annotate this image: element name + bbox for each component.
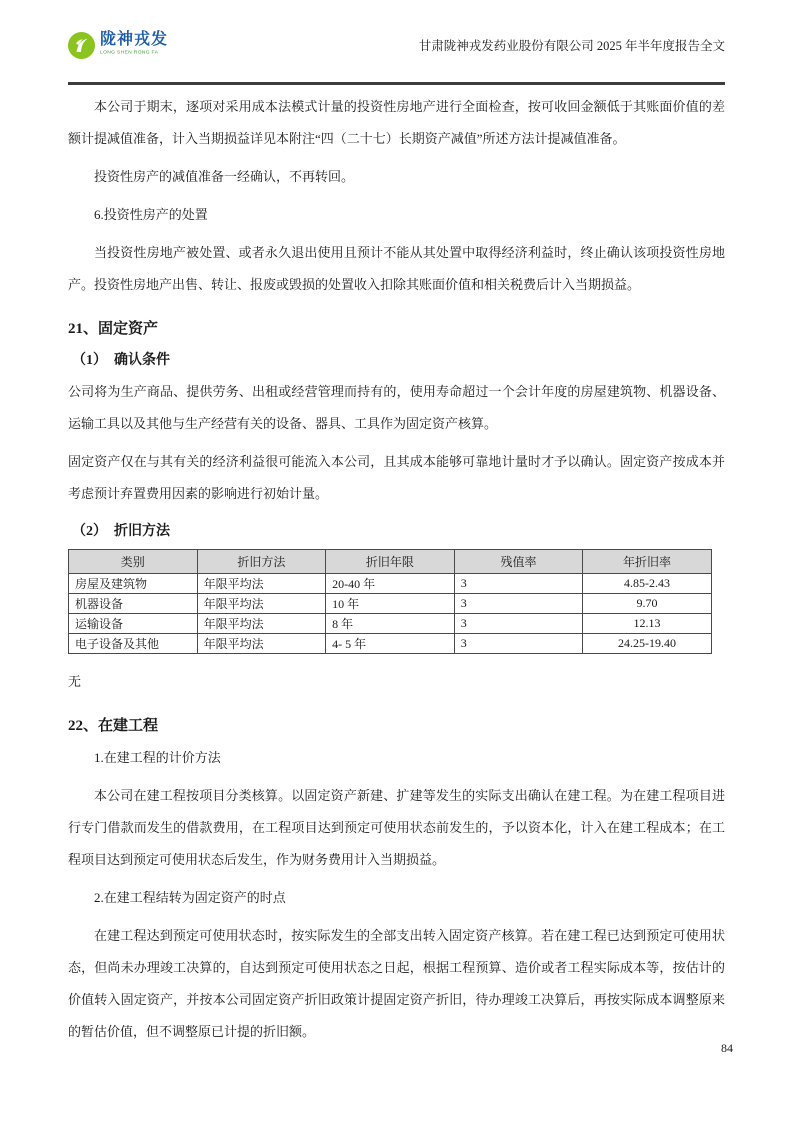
logo-name-cn: 陇神戎发 (100, 31, 169, 48)
depreciation-table-body (69, 574, 712, 654)
company-logo (68, 32, 194, 59)
table-cell: 年限平均法 (197, 574, 326, 594)
table-cell: 12.13 (583, 614, 712, 634)
depreciation-table (68, 549, 712, 654)
paragraph-cip-transfer-body: 在建工程达到预定可使用状态时，按实际发生的全部支出转入固定资产核算。若在建工程已达到预定可使用状态，但尚未办理竣工决算的，自达到预定可使用状态之日起，根据工程预算、造价或者工程实际成本等，按估计的价值转入固定资产，并按本公司固定资产折旧政策计提固定资产折旧，待办理竣工决算后，再按实际成本调整原来的暂估价值，但不调整原已计提的折旧额。 (68, 928, 725, 1039)
table-cell: 年限平均法 (197, 594, 326, 614)
column-header: 类别 (69, 550, 198, 574)
table-cell: 3 (454, 594, 583, 614)
paragraph-impairment-check: 本公司于期末，逐项对采用成本法模式计量的投资性房地产进行全面检查，按可收回金额低于其账面价值的差额计提减值准备，计入当期损益详见本附注“四（二十七）长期资产减值”所述方法计提减值准备。 (68, 99, 725, 146)
table-cell: 3 (454, 634, 583, 654)
page-number: 84 (721, 1041, 733, 1055)
logo-text (100, 32, 194, 58)
paragraph-cip-transfer-title: 2.在建工程结转为固定资产的时点 (94, 890, 286, 905)
paragraph-cip-valuation-title: 1.在建工程的计价方法 (94, 750, 221, 765)
paragraph-disposal-title: 6.投资性房产的处置 (94, 207, 208, 222)
table-cell: 24.25-19.40 (583, 634, 712, 654)
table-cell: 20-40 年 (326, 574, 455, 594)
table-cell: 3 (454, 574, 583, 594)
paragraph-no-reversal: 投资性房产的减值准备一经确认，不再转回。 (94, 169, 355, 184)
document-body (68, 91, 725, 1048)
column-header: 年折旧率 (583, 550, 712, 574)
column-header: 残值率 (454, 550, 583, 574)
logo-icon (68, 32, 95, 59)
heading-fixed-assets: 21、固定资产 (68, 321, 159, 337)
table-row (69, 574, 712, 594)
paragraph-cip-valuation-body: 本公司在建工程按项目分类核算。以固定资产新建、扩建等发生的实际支出确认在建工程。为在建工程项目进行专门借款而发生的借款费用，在工程项目达到预定可使用状态前发生的，予以资本化，计入在建工程成本；在工程项目达到预定可使用状态后发生，作为财务费用计入当期损益。 (68, 788, 725, 867)
table-cell: 电子设备及其他 (69, 634, 198, 654)
table-cell: 年限平均法 (197, 634, 326, 654)
paragraph-none: 无 (68, 674, 82, 689)
heading-construction-in-progress: 22、在建工程 (68, 718, 159, 734)
document-title: 甘肃陇神戎发药业股份有限公司 2025 年半年度报告全文 (418, 39, 725, 53)
logo-name-en: LONG SHEN RONG FA (100, 49, 159, 55)
table-cell: 房屋及建筑物 (69, 574, 198, 594)
paragraph-recognition-1: 公司将为生产商品、提供劳务、出租或经营管理而持有的，使用寿命超过一个会计年度的房屋建筑物、机器设备、运输工具以及其他与生产经营有关的设备、器具、工具作为固定资产核算。 (68, 384, 725, 431)
table-row (69, 614, 712, 634)
table-row (69, 594, 712, 614)
heading-recognition-criteria: （1） 确认条件 (72, 353, 170, 368)
table-cell: 年限平均法 (197, 614, 326, 634)
column-header: 折旧方法 (197, 550, 326, 574)
column-header: 折旧年限 (326, 550, 455, 574)
table-cell: 机器设备 (69, 594, 198, 614)
table-cell: 4.85-2.43 (583, 574, 712, 594)
table-cell: 10 年 (326, 594, 455, 614)
table-row (69, 634, 712, 654)
heading-depreciation-method: （2） 折旧方法 (72, 524, 170, 539)
table-cell: 9.70 (583, 594, 712, 614)
page-header (68, 0, 725, 85)
table-cell: 8 年 (326, 614, 455, 634)
table-cell: 4- 5 年 (326, 634, 455, 654)
table-cell: 运输设备 (69, 614, 198, 634)
depreciation-table-header-row (69, 550, 712, 574)
paragraph-recognition-2: 固定资产仅在与其有关的经济利益很可能流入本公司，且其成本能够可靠地计量时才予以确认。固定资产按成本并考虑预计弃置费用因素的影响进行初始计量。 (68, 454, 725, 501)
paragraph-disposal-body: 当投资性房地产被处置、或者永久退出使用且预计不能从其处置中取得经济利益时，终止确认该项投资性房地产。投资性房地产出售、转让、报废或毁损的处置收入扣除其账面价值和相关税费后计入当期损益。 (68, 245, 725, 292)
table-cell: 3 (454, 614, 583, 634)
